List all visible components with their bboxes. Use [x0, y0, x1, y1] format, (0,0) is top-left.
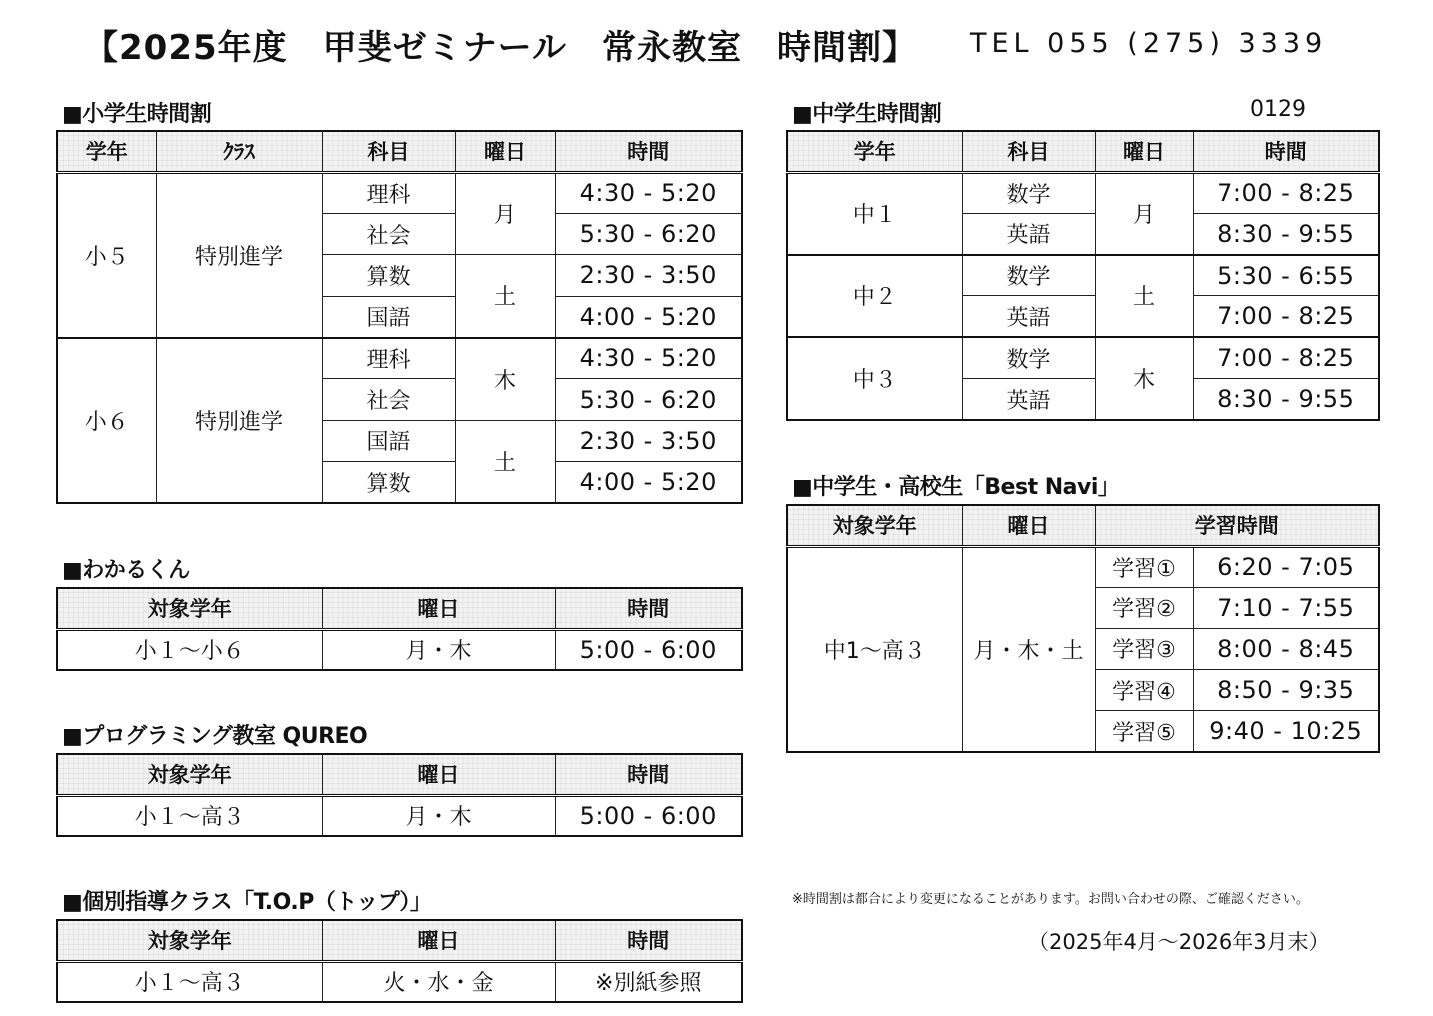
column-header: 時間	[555, 131, 742, 172]
column-header: 時間	[1193, 131, 1379, 172]
column-header: 学習時間	[1095, 505, 1379, 546]
time-cell: 5:30 - 6:55	[1193, 255, 1379, 296]
time-cell: 8:00 - 8:45	[1193, 628, 1379, 669]
day-cell: 月・木	[322, 795, 555, 836]
page-title: 【2025年度 甲斐ゼミナール 常永教室 時間割】	[84, 28, 917, 68]
subject-cell: 社会	[322, 213, 455, 254]
time-cell: 8:30 - 9:55	[1193, 213, 1379, 254]
column-header: ｸﾗｽ	[156, 131, 322, 172]
junior-timetable	[786, 130, 1380, 421]
grade-cell: 小５	[57, 172, 156, 338]
subject-cell: 算数	[322, 255, 455, 296]
slot-label: 学習③	[1095, 628, 1193, 669]
table-row	[57, 338, 742, 379]
time-cell: 4:30 - 5:20	[555, 338, 742, 379]
grade-cell: 小１～小６	[57, 629, 322, 670]
subject-cell: 国語	[322, 296, 455, 337]
day-cell: 土	[1095, 255, 1193, 338]
qureo-table	[56, 753, 743, 837]
column-header: 対象学年	[57, 920, 322, 961]
day-cell: 土	[455, 420, 555, 503]
day-cell: 木	[455, 338, 555, 421]
table-row	[787, 172, 1379, 213]
subject-cell: 社会	[322, 379, 455, 420]
table-row	[787, 546, 1379, 587]
day-cell: 月	[455, 172, 555, 255]
column-header: 曜日	[322, 588, 555, 629]
grade-cell: 中３	[787, 337, 962, 420]
time-cell: 4:30 - 5:20	[555, 172, 742, 213]
column-header: 曜日	[322, 920, 555, 961]
slot-label: 学習②	[1095, 587, 1193, 628]
column-header: 曜日	[322, 754, 555, 795]
time-cell: 2:30 - 3:50	[555, 255, 742, 296]
junior-heading: ■中学生時間割	[792, 102, 942, 127]
table-row	[787, 337, 1379, 378]
time-cell: 5:00 - 6:00	[555, 795, 742, 836]
grade-cell: 小１～高３	[57, 795, 322, 836]
grade-cell: 小１～高３	[57, 961, 322, 1002]
time-cell: 7:00 - 8:25	[1193, 296, 1379, 337]
column-header: 対象学年	[57, 588, 322, 629]
slot-label: 学習①	[1095, 546, 1193, 587]
subject-cell: 数学	[962, 172, 1095, 213]
column-header: 対象学年	[787, 505, 962, 546]
day-cell: 木	[1095, 337, 1193, 420]
day-cell: 月・木	[322, 629, 555, 670]
wakaru-heading: ■わかるくん	[62, 558, 190, 583]
time-cell: 9:40 - 10:25	[1193, 711, 1379, 752]
column-header: 曜日	[1095, 131, 1193, 172]
column-header: 対象学年	[57, 754, 322, 795]
time-cell: 7:00 - 8:25	[1193, 172, 1379, 213]
column-header: 時間	[555, 754, 742, 795]
slot-label: 学習⑤	[1095, 711, 1193, 752]
table-row	[57, 172, 742, 213]
time-cell: ※別紙参照	[555, 961, 742, 1002]
column-header: 曜日	[455, 131, 555, 172]
class-cell: 特別進学	[156, 338, 322, 504]
subject-cell: 理科	[322, 172, 455, 213]
time-cell: 7:00 - 8:25	[1193, 337, 1379, 378]
time-cell: 7:10 - 7:55	[1193, 587, 1379, 628]
table-row	[57, 961, 742, 1002]
grade-cell: 中1～高３	[787, 546, 962, 752]
time-cell: 5:30 - 6:20	[555, 379, 742, 420]
column-header: 曜日	[962, 505, 1095, 546]
qureo-heading: ■プログラミング教室 QUREO	[62, 724, 368, 749]
elementary-timetable	[56, 130, 743, 504]
phone-number: TEL 055 (275) 3339	[970, 28, 1328, 59]
wakaru-table	[56, 587, 743, 671]
time-cell: 6:20 - 7:05	[1193, 546, 1379, 587]
column-header: 時間	[555, 588, 742, 629]
grade-cell: 中２	[787, 255, 962, 338]
column-header: 科目	[322, 131, 455, 172]
subject-cell: 算数	[322, 462, 455, 503]
day-cell: 月	[1095, 172, 1193, 255]
time-cell: 8:30 - 9:55	[1193, 379, 1379, 420]
time-cell: 5:30 - 6:20	[555, 213, 742, 254]
elementary-heading: ■小学生時間割	[62, 102, 212, 127]
grade-cell: 小６	[57, 338, 156, 504]
subject-cell: 数学	[962, 255, 1095, 296]
time-cell: 4:00 - 5:20	[555, 462, 742, 503]
bestnavi-table	[786, 504, 1380, 753]
grade-cell: 中１	[787, 172, 962, 255]
day-cell: 土	[455, 255, 555, 338]
subject-cell: 英語	[962, 379, 1095, 420]
column-header: 科目	[962, 131, 1095, 172]
bestnavi-heading: ■中学生・高校生「Best Navi」	[792, 475, 1120, 500]
column-header: 時間	[555, 920, 742, 961]
subject-cell: 国語	[322, 420, 455, 461]
table-row	[787, 255, 1379, 296]
valid-period: （2025年4月～2026年3月末）	[1028, 930, 1330, 954]
time-cell: 4:00 - 5:20	[555, 296, 742, 337]
subject-cell: 理科	[322, 338, 455, 379]
subject-cell: 数学	[962, 337, 1095, 378]
time-cell: 5:00 - 6:00	[555, 629, 742, 670]
day-cell: 月・木・土	[962, 546, 1095, 752]
top-table	[56, 919, 743, 1003]
column-header: 学年	[787, 131, 962, 172]
subject-cell: 英語	[962, 213, 1095, 254]
table-row	[57, 629, 742, 670]
table-row	[57, 795, 742, 836]
time-cell: 2:30 - 3:50	[555, 420, 742, 461]
column-header: 学年	[57, 131, 156, 172]
slot-label: 学習④	[1095, 670, 1193, 711]
class-cell: 特別進学	[156, 172, 322, 338]
time-cell: 8:50 - 9:35	[1193, 670, 1379, 711]
document-code: 0129	[1250, 97, 1306, 122]
change-notice: ※時間割は都合により変更になることがあります。お問い合わせの際、ご確認ください。	[792, 892, 1309, 907]
day-cell: 火・水・金	[322, 961, 555, 1002]
subject-cell: 英語	[962, 296, 1095, 337]
top-heading: ■個別指導クラス「T.O.P（トップ）」	[62, 890, 432, 915]
